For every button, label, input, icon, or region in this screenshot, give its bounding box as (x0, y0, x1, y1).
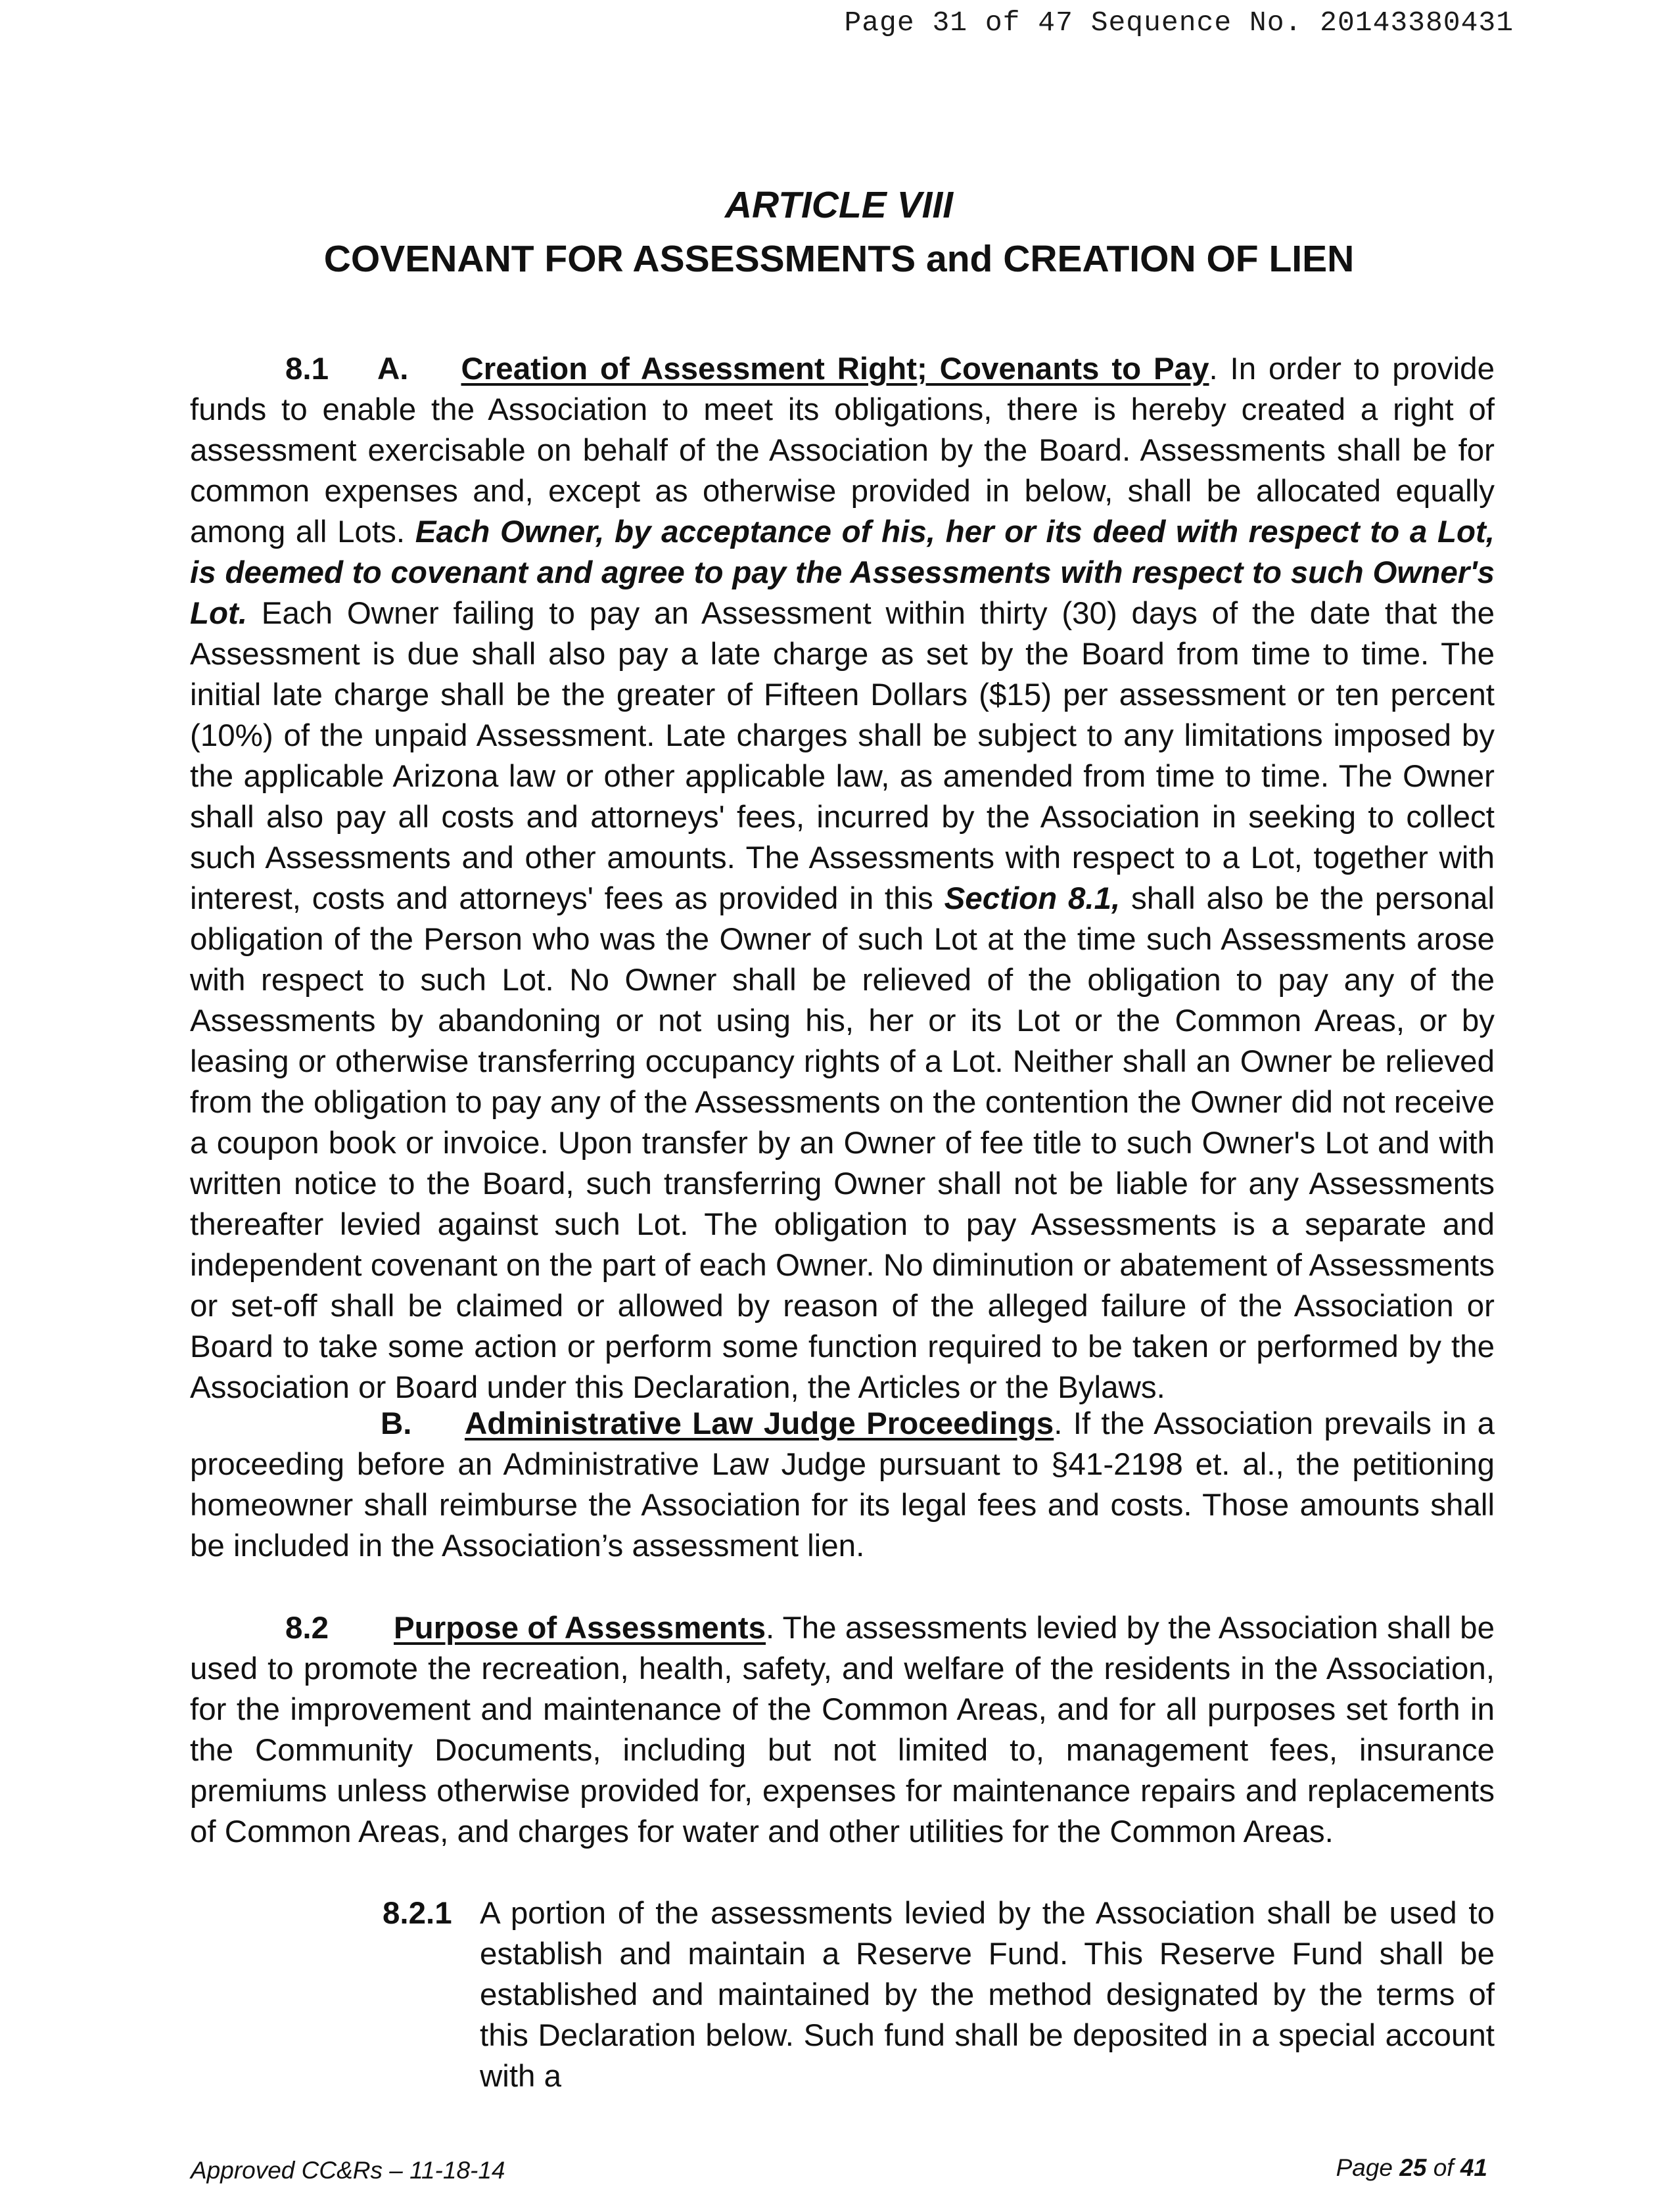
article-label: ARTICLE VIII (724, 184, 954, 226)
emphasized-text: Each Owner, by acceptance of his, her or its deed with respect to a Lot, is deemed to covenant and agree to pay the Assessments with respect to such Owner's Lot. (190, 515, 1495, 631)
page-total: 41 (1460, 2154, 1487, 2181)
subsection-letter: A. (377, 352, 409, 386)
section-title: Creation of Assessment Right; Covenants to Pay (461, 352, 1209, 386)
section-reference: Section 8.1, (944, 881, 1121, 916)
section-text: Each Owner failing to pay an Assessment within thirty (30) days of the date that the Assessment is due shall also pay a late charge as set by the Board from time to time. The initial late charge shall be the greater of Fifteen Dollars ($15) per assessment or ten percent (10%) of the unpaid Assessment. Late charges shall be subject to any limitations imposed by the applicable Arizona law or other applicable law, as amended from time to time. The Owner shall also pay all costs and attorneys' fees, incurred by the Association in seeking to collect such Assessments and other amounts. The Assessments with respect to a Lot, together with interest, costs and attorneys' fees as provided in this (190, 596, 1495, 916)
section-title: Administrative Law Judge Proceedings (465, 1406, 1054, 1441)
section-number: 8.1 (285, 352, 329, 386)
article-heading: COVENANT FOR ASSESSMENTS and CREATION OF LIEN (323, 238, 1355, 280)
page-number: 25 (1399, 2154, 1427, 2181)
section-8-1-a (190, 349, 1495, 1408)
section-text: . If the Association prevails in a proceeding before an Administrative Law Judge pursuant to §41-2198 et. al., the petitioning homeowner shall reimburse the Association for its legal fees and costs. Those amounts shall be included in the Association’s assessment lien. (190, 1406, 1495, 1563)
section-text: . The assessments levied by the Association shall be used to promote the recreation, health, safety, and welfare of the residents in the Association, for the improvement and maintenance of the Common Areas, and for all purposes set forth in the Community Documents, including but not limited to, management fees, insurance premiums unless otherwise provided for, expenses for maintenance repairs and replacements of Common Areas, and charges for water and other utilities for the Common Areas. (190, 1611, 1495, 1849)
article-title-block (0, 179, 1678, 287)
footer-approval-note: Approved CC&Rs – 11-18-14 (191, 2157, 505, 2184)
section-number: 8.2.1 (383, 1896, 452, 1931)
section-8-1-b (190, 1404, 1495, 1567)
section-text: A portion of the assessments levied by the Association shall be used to establish and maintain a Reserve Fund. This Reserve Fund shall be established and maintained by the method designated by the terms of this Declaration below. Such fund shall be deposited in a special account with a (480, 1896, 1495, 2094)
page-header: Page 31 of 47 Sequence No. 20143380431 (844, 7, 1514, 39)
section-8-2-1 (383, 1893, 1495, 2097)
footer-page-number: Page 25 of 41 (1336, 2154, 1487, 2181)
section-title: Purpose of Assessments (394, 1611, 766, 1646)
section-text: . In order to provide funds to enable the Association to meet its obligations, there is hereby created a right of assessment exercisable on behalf of the Association by the Board. Assessments shall be for common expenses and, except as otherwise provided in below, shall be allocated equally among all Lots. (190, 352, 1495, 549)
section-text: shall also be the personal obligation of the Person who was the Owner of such Lot at the time such Assessments arose with respect to such Lot. No Owner shall be relieved of the obligation to pay any of the Assessments by abandoning or not using his, her or its Lot or the Common Areas, or by leasing or otherwise transferring occupancy rights of a Lot. Neither shall an Owner be relieved from the obligation to pay any of the Assessments on the contention the Owner did not receive a coupon book or invoice. Upon transfer by an Owner of fee title to such Owner's Lot and with written notice to the Board, such transferring Owner shall not be liable for any Assessments thereafter levied against such Lot. The obligation to pay Assessments is a separate and independent covenant on the part of each Owner. No diminution or abatement of Assessments or set-off shall be claimed or allowed by reason of the alleged failure of the Association or Board to take some action or perform some function required to be taken or performed by the Association or Board under this Declaration, the Articles or the Bylaws. (190, 881, 1495, 1405)
section-number: 8.2 (285, 1611, 329, 1646)
subsection-letter: B. (381, 1406, 412, 1441)
section-8-2 (190, 1608, 1495, 1853)
